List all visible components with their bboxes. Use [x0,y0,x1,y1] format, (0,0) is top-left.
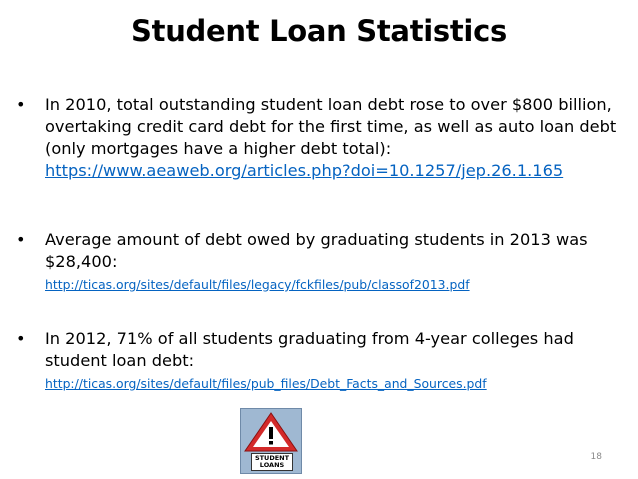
bullet-dot: • [16,329,26,348]
warning-triangle-icon [243,411,299,453]
sign-label-line: STUDENT [254,454,290,462]
bullet-text: In 2010, total outstanding student loan debt rose to over $800 billion, overtaking credit card debt for the first time, as well as auto loan debt (only mortgages have a higher debt total): [45,95,617,158]
bullet-content [45,328,626,394]
slide-title: Student Loan Statistics [131,14,507,48]
sign-label [251,453,293,471]
source-link[interactable]: https://www.aeaweb.org/articles.php?doi=10.1257/jep.26.1.165 [45,161,564,180]
slide-number: 18 [590,452,602,462]
bullet-content [45,229,626,295]
sign-label-line: LOANS [259,461,285,469]
bullet-item [16,328,626,394]
bullet-item [16,229,626,295]
bullet-text: Average amount of debt owed by graduating students in 2013 was $28,400: [45,230,588,271]
bullet-content [45,94,626,182]
source-link[interactable]: http://ticas.org/sites/default/files/pub_files/Debt_Facts_and_Sources.pdf [45,376,487,391]
student-loans-warning-image [240,408,302,474]
bullet-dot: • [16,230,26,249]
bullet-text: In 2012, 71% of all students graduating from 4-year colleges had student loan debt: [45,329,574,370]
bullet-item [16,94,626,182]
bullet-dot: • [16,95,26,114]
source-link[interactable]: http://ticas.org/sites/default/files/legacy/fckfiles/pub/classof2013.pdf [45,277,470,292]
